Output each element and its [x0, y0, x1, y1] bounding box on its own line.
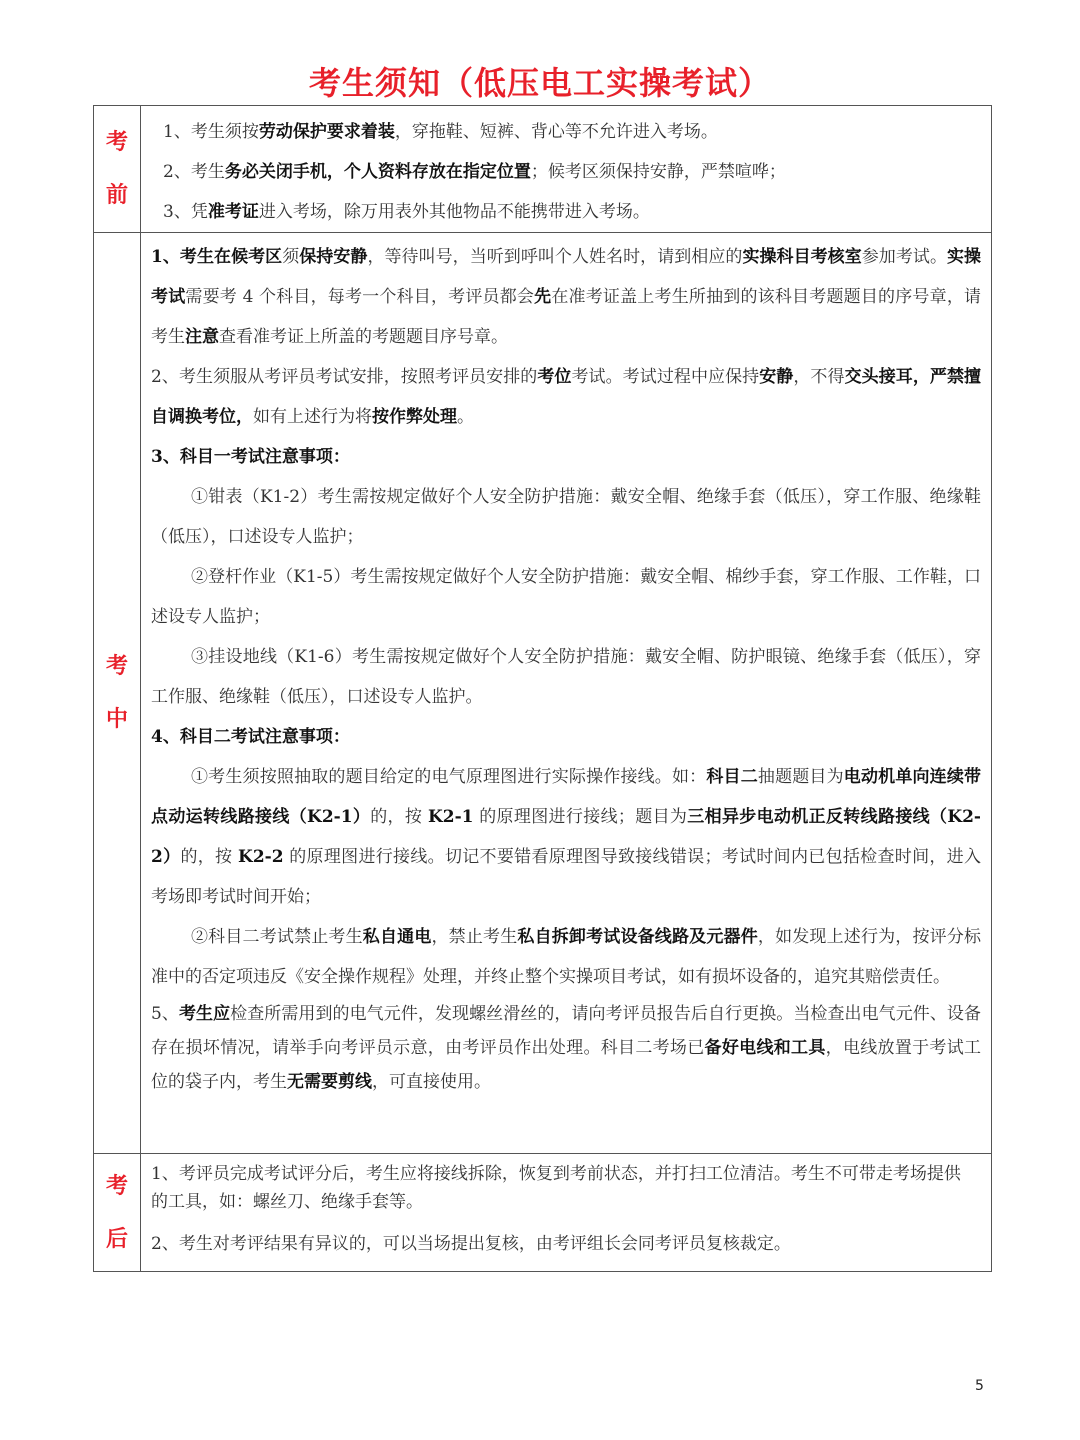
after-item-1: 1、考评员完成考试评分后，考生应将接线拆除，恢复到考前状态，并打扫工位清洁。考生不可带走考场提供的工具，如：螺丝刀、绝缘手套等。: [151, 1164, 961, 1212]
section-label-before: 考 前: [94, 106, 141, 233]
section-label-after: 考 后: [94, 1154, 141, 1272]
before-item-3: 3、凭准考证进入考场，除万用表外其他物品不能携带进入考场。: [163, 202, 650, 222]
section-after: [94, 1154, 992, 1272]
during-item-3-3: ③挂设地线（K1-6）考生需按规定做好个人安全防护措施：戴安全帽、防护眼镜、绝缘手套（低压），穿工作服、绝缘鞋（低压），口述设专人监护。: [151, 647, 981, 707]
during-heading-4: 4、科目二考试注意事项：: [151, 727, 350, 747]
during-para-1: 1、考生在候考区须保持安静，等待叫号，当听到呼叫个人姓名时，请到相应的实操科目考核室参加考试。实操考试需要考 4 个科目，每考一个科目，考评员都会先在准考证盖上考生所抽到的该科目考题题目的序号章，请考生注意查看准考证上所盖的考题题目序号章。: [151, 247, 982, 347]
during-para-2: 2、考生须服从考评员考试安排，按照考评员安排的考位考试。考试过程中应保持安静，不得交头接耳，严禁擅自调换考位，如有上述行为将按作弊处理。: [151, 367, 982, 427]
during-item-3-1: ①钳表（K1-2）考生需按规定做好个人安全防护措施：戴安全帽、绝缘手套（低压），穿工作服、绝缘鞋（低压），口述设专人监护；: [151, 487, 981, 547]
page-title: 考生须知（低压电工实操考试）: [308, 64, 771, 102]
section-during: [94, 233, 992, 1154]
during-heading-3: 3、科目一考试注意事项：: [151, 447, 350, 467]
before-item-1: 1、考生须按劳动保护要求着装，穿拖鞋、短裤、背心等不允许进入考场。: [163, 122, 718, 142]
before-item-2: 2、考生务必关闭手机，个人资料存放在指定位置；候考区须保持安静，严禁喧哗；: [163, 162, 786, 182]
during-para-5: 5、考生应检查所需用到的电气元件，发现螺丝滑丝的，请向考评员报告后自行更换。当检查出电气元件、设备存在损坏情况，请举手向考评员示意，由考评员作出处理。科目二考场已备好电线和工具，电线放置于考试工位的袋子内，考生无需要剪线，可直接使用。: [151, 1004, 982, 1092]
notice-table: [93, 105, 992, 1272]
after-item-2: 2、考生对考评结果有异议的，可以当场提出复核，由考评组长会同考评员复核裁定。: [151, 1234, 791, 1254]
during-item-4-1: ①考生须按照抽取的题目给定的电气原理图进行实际操作接线。如：科目二抽题题目为电动机单向连续带点动运转线路接线（K2-1）的，按 K2-1 的原理图进行接线；题目为三相异步电动机正反转线路接线（K2-2）的，按 K2-2 的原理图进行接线。切记不要错看原理图导致接线错误；考试时间内已包括检查时间，进入考场即考试时间开始；: [151, 767, 982, 907]
section-label-during: 考 中: [94, 233, 141, 1154]
during-item-3-2: ②登杆作业（K1-5）考生需按规定做好个人安全防护措施：戴安全帽、棉纱手套，穿工作服、工作鞋，口述设专人监护；: [151, 567, 981, 627]
section-before: [94, 106, 992, 233]
page-number: 5: [975, 1378, 984, 1394]
during-item-4-2: ②科目二考试禁止考生私自通电，禁止考生私自拆卸考试设备线路及元器件，如发现上述行为，按评分标准中的否定项违反《安全操作规程》处理，并终止整个实操项目考试，如有损坏设备的，追究其赔偿责任。: [151, 927, 982, 987]
